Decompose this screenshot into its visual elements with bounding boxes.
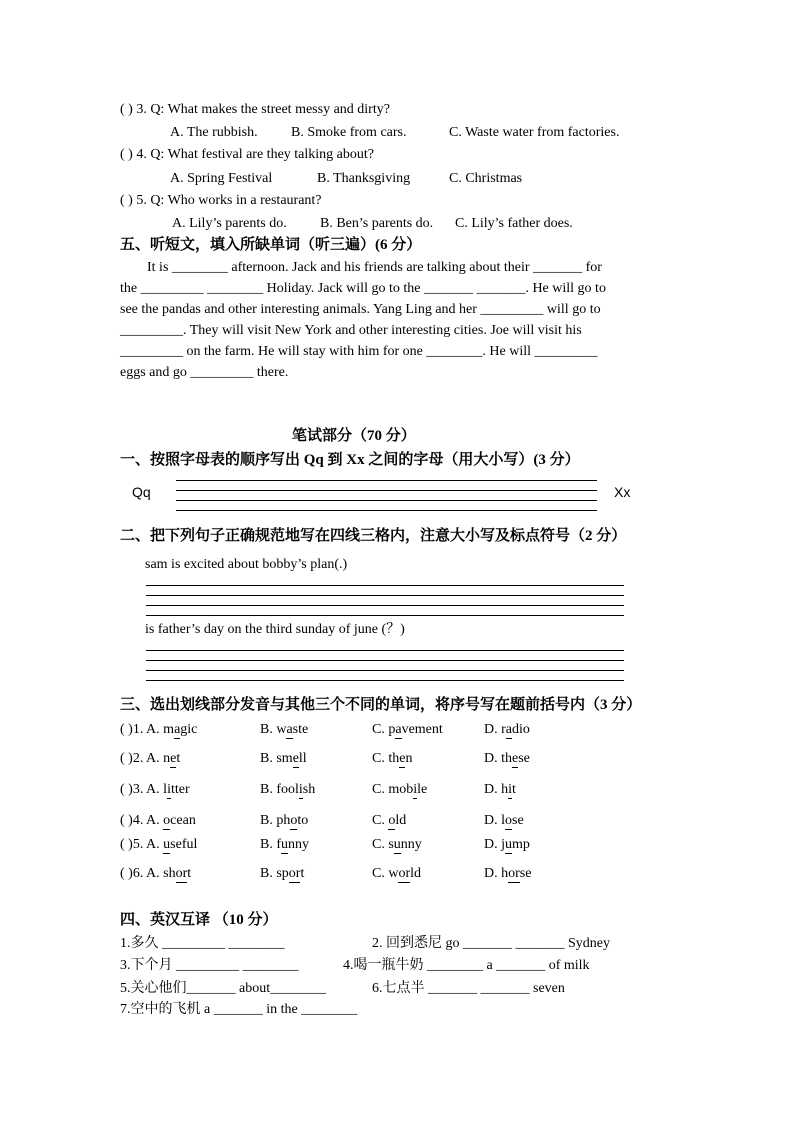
underlined-sound: or [288, 866, 301, 881]
underlined-sound: or [508, 866, 520, 881]
underlined-sound: or [398, 866, 411, 881]
passage-line-6: eggs and go _________ there. [120, 365, 289, 380]
section-1-title: 一、按照字母表的顺序写出 Qq 到 Xx 之间的字母（用大小写）(3 分） [120, 452, 580, 468]
translation-item-5: 5.关心他们_______ about________ [120, 981, 327, 996]
underlined-sound: i [167, 782, 171, 797]
underlined-sound: a [286, 722, 293, 737]
row-number: ( )2. A. [120, 751, 164, 766]
row-number: ( )4. A. [120, 813, 164, 828]
underlined-sound: o [505, 813, 512, 828]
row-number: ( )5. A. [120, 837, 164, 852]
underlined-sound: u [163, 837, 171, 852]
sentence-2: is father’s day on the third sunday of june (？) [145, 622, 405, 637]
underlined-sound: o [163, 813, 171, 828]
question-5: ( ) 5. Q: Who works in a restaurant? [120, 193, 322, 208]
question-3: ( ) 3. Q: What makes the street messy and dirty? [120, 102, 390, 117]
underlined-sound: e [170, 751, 177, 766]
underlined-sound: u [393, 837, 401, 852]
q4-option-b: B. Thanksgiving [317, 171, 411, 186]
end-letters: Xx [614, 484, 631, 500]
underlined-sound: e [512, 751, 519, 766]
translation-item-6: 6.七点半 _______ _______ seven [372, 981, 565, 996]
passage-line-5: _________ on the farm. He will stay with him for one ________. He will _________ [120, 344, 598, 359]
underlined-sound: a [505, 722, 512, 737]
q3-option-a: A. The rubbish. [170, 125, 258, 140]
row-number: ( )1. A. [120, 722, 164, 737]
section-5-title: 五、听短文，填入所缺单词（听三遍）(6 分） [120, 237, 422, 253]
underlined-sound: u [281, 837, 288, 852]
translation-item-4: 4.喝一瓶牛奶 ________ a _______ of milk [343, 958, 590, 973]
row-number: ( )6. A. [120, 866, 164, 881]
section-4-title: 四、英汉互译 （10 分） [120, 912, 278, 928]
section-2-title: 二、把下列句子正确规范地写在四线三格内，注意大小写及标点符号（2 分） [120, 528, 627, 544]
translation-item-1: 1.多久 _________ ________ [120, 936, 285, 951]
q5-option-c: C. Lily’s father does. [455, 216, 573, 231]
underlined-sound: o [388, 813, 396, 828]
q5-option-a: A. Lily’s parents do. [172, 216, 287, 231]
underlined-sound: a [395, 722, 402, 737]
written-part-title: 笔试部分（70 分） [292, 428, 416, 444]
underlined-sound: e [292, 751, 299, 766]
underlined-sound: e [399, 751, 406, 766]
translation-item-3: 3.下个月 _________ ________ [120, 958, 299, 973]
translation-item-2: 2. 回到悉尼 go _______ _______ Sydney [372, 936, 610, 951]
q5-option-b: B. Ben’s parents do. [320, 216, 434, 231]
q4-option-c: C. Christmas [449, 171, 523, 186]
passage-line-3: see the pandas and other interesting animals. Yang Ling and her _________ will go to [120, 302, 601, 317]
passage-line-4: _________. They will visit New York and other interesting cities. Joe will visit his [120, 323, 582, 338]
start-letters: Qq [132, 484, 151, 500]
q3-option-b: B. Smoke from cars. [291, 125, 407, 140]
underlined-sound: o [290, 813, 298, 828]
underlined-sound: i [508, 782, 513, 797]
sentence-1: sam is excited about bobby’s plan(.) [145, 557, 348, 572]
underlined-sound: i [298, 782, 303, 797]
passage-line-2: the _________ ________ Holiday. Jack will go to the _______ _______. He will go to [120, 281, 606, 296]
question-4: ( ) 4. Q: What festival are they talking about? [120, 147, 374, 162]
q3-option-c: C. Waste water from factories. [449, 125, 620, 140]
underlined-sound: a [174, 722, 181, 737]
underlined-sound: u [505, 837, 512, 852]
underlined-sound: or [175, 866, 188, 881]
row-number: ( )3. A. [120, 782, 164, 797]
underlined-sound: i [413, 782, 418, 797]
section-3-title: 三、选出划线部分发音与其他三个不同的单词，将序号写在题前括号内（3 分） [120, 697, 642, 713]
q4-option-a: A. Spring Festival [170, 171, 273, 186]
passage-line-1: It is ________ afternoon. Jack and his friends are talking about their _______ for [147, 260, 602, 275]
translation-item-7: 7.空中的飞机 a _______ in the ________ [120, 1002, 358, 1017]
